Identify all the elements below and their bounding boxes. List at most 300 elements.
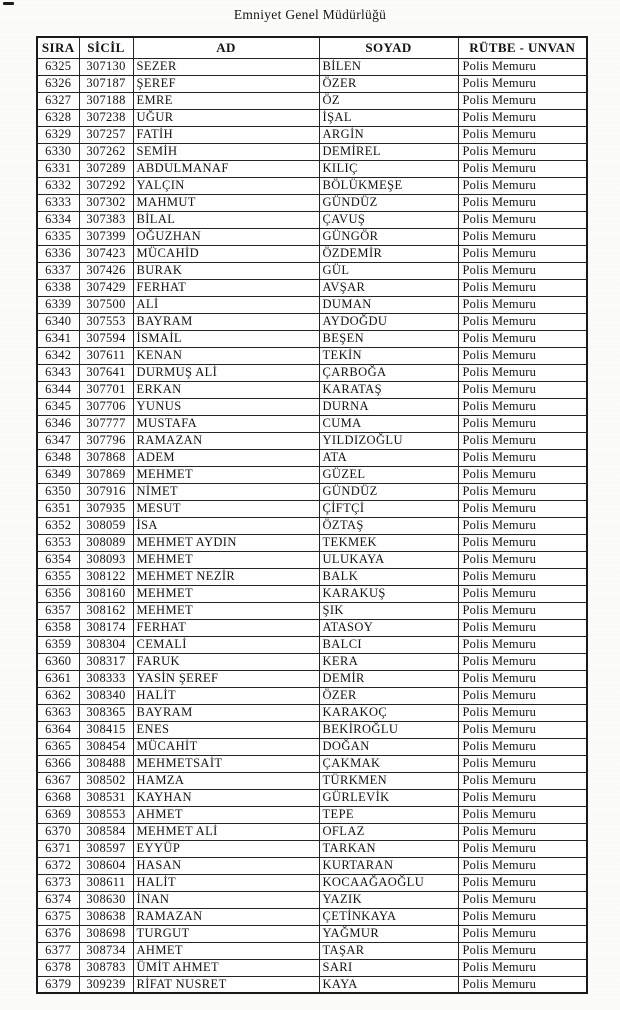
cell-rutbe: Polis Memuru — [458, 517, 587, 534]
cell-ad: RAMAZAN — [133, 432, 319, 449]
cell-sicil: 308488 — [79, 755, 133, 772]
cell-sira: 6342 — [37, 347, 79, 364]
cell-sira: 6344 — [37, 381, 79, 398]
table-row — [37, 551, 587, 568]
cell-sira: 6326 — [37, 75, 79, 92]
cell-sira: 6376 — [37, 925, 79, 942]
cell-soyad: ÖZER — [319, 75, 458, 92]
cell-sicil: 307262 — [79, 143, 133, 160]
cell-ad: TURGUT — [133, 925, 319, 942]
cell-sicil: 307935 — [79, 500, 133, 517]
cell-rutbe: Polis Memuru — [458, 126, 587, 143]
cell-sicil: 308304 — [79, 636, 133, 653]
cell-sicil: 308553 — [79, 806, 133, 823]
cell-rutbe: Polis Memuru — [458, 58, 587, 75]
cell-soyad: OFLAZ — [319, 823, 458, 840]
cell-soyad: ATASOY — [319, 619, 458, 636]
cell-soyad: KARATAŞ — [319, 381, 458, 398]
cell-rutbe: Polis Memuru — [458, 772, 587, 789]
cell-soyad: TARKAN — [319, 840, 458, 857]
cell-sira: 6374 — [37, 891, 79, 908]
cell-sira: 6349 — [37, 466, 79, 483]
cell-ad: YASİN ŞEREF — [133, 670, 319, 687]
cell-ad: HASAN — [133, 857, 319, 874]
cell-sicil: 307238 — [79, 109, 133, 126]
cell-soyad: BALK — [319, 568, 458, 585]
cell-rutbe: Polis Memuru — [458, 653, 587, 670]
cell-sicil: 307188 — [79, 92, 133, 109]
cell-sicil: 308059 — [79, 517, 133, 534]
cell-sicil: 307426 — [79, 262, 133, 279]
cell-rutbe: Polis Memuru — [458, 449, 587, 466]
cell-rutbe: Polis Memuru — [458, 874, 587, 891]
cell-sira: 6375 — [37, 908, 79, 925]
table-row — [37, 466, 587, 483]
cell-soyad: ÇARBOĞA — [319, 364, 458, 381]
cell-sicil: 307423 — [79, 245, 133, 262]
cell-sicil: 308783 — [79, 959, 133, 976]
cell-sicil: 307500 — [79, 296, 133, 313]
cell-sicil: 308630 — [79, 891, 133, 908]
table-row — [37, 228, 587, 245]
cell-ad: BURAK — [133, 262, 319, 279]
cell-ad: MEHMET — [133, 602, 319, 619]
cell-sira: 6372 — [37, 857, 79, 874]
cell-soyad: GÜNGÖR — [319, 228, 458, 245]
cell-sicil: 308122 — [79, 568, 133, 585]
cell-ad: HAMZA — [133, 772, 319, 789]
table-row — [37, 585, 587, 602]
cell-rutbe: Polis Memuru — [458, 75, 587, 92]
cell-rutbe: Polis Memuru — [458, 211, 587, 228]
cell-sicil: 307594 — [79, 330, 133, 347]
table-row — [37, 143, 587, 160]
cell-ad: RAMAZAN — [133, 908, 319, 925]
cell-sira: 6331 — [37, 160, 79, 177]
table-row — [37, 976, 587, 993]
cell-rutbe: Polis Memuru — [458, 313, 587, 330]
cell-sira: 6366 — [37, 755, 79, 772]
cell-ad: DURMUŞ ALİ — [133, 364, 319, 381]
column-header: SİCİL — [79, 37, 133, 58]
cell-ad: OĞUZHAN — [133, 228, 319, 245]
table-row — [37, 823, 587, 840]
cell-ad: İSA — [133, 517, 319, 534]
cell-soyad: ÇAKMAK — [319, 755, 458, 772]
cell-sicil: 307130 — [79, 58, 133, 75]
cell-soyad: AYDOĞDU — [319, 313, 458, 330]
cell-sicil: 307916 — [79, 483, 133, 500]
table-row — [37, 449, 587, 466]
cell-sicil: 307611 — [79, 347, 133, 364]
cell-soyad: ÖZER — [319, 687, 458, 704]
table-row — [37, 432, 587, 449]
cell-rutbe: Polis Memuru — [458, 755, 587, 772]
cell-rutbe: Polis Memuru — [458, 279, 587, 296]
cell-soyad: KURTARAN — [319, 857, 458, 874]
cell-sira: 6340 — [37, 313, 79, 330]
table-row — [37, 211, 587, 228]
cell-rutbe: Polis Memuru — [458, 347, 587, 364]
cell-ad: SEMİH — [133, 143, 319, 160]
table-row — [37, 177, 587, 194]
cell-ad: ÜMİT AHMET — [133, 959, 319, 976]
table-row — [37, 925, 587, 942]
cell-ad: MAHMUT — [133, 194, 319, 211]
cell-soyad: ÇAVUŞ — [319, 211, 458, 228]
cell-rutbe: Polis Memuru — [458, 245, 587, 262]
cell-rutbe: Polis Memuru — [458, 789, 587, 806]
table-row — [37, 279, 587, 296]
cell-soyad: GÜNDÜZ — [319, 483, 458, 500]
cell-ad: MEHMET — [133, 466, 319, 483]
cell-rutbe: Polis Memuru — [458, 194, 587, 211]
cell-sira: 6373 — [37, 874, 79, 891]
table-row — [37, 840, 587, 857]
cell-ad: FERHAT — [133, 279, 319, 296]
cell-soyad: YAĞMUR — [319, 925, 458, 942]
cell-soyad: DEMİR — [319, 670, 458, 687]
cell-sira: 6330 — [37, 143, 79, 160]
cell-sira: 6355 — [37, 568, 79, 585]
table-row — [37, 806, 587, 823]
cell-soyad: İŞAL — [319, 109, 458, 126]
cell-sira: 6345 — [37, 398, 79, 415]
cell-sicil: 308734 — [79, 942, 133, 959]
cell-ad: İNAN — [133, 891, 319, 908]
cell-rutbe: Polis Memuru — [458, 585, 587, 602]
cell-rutbe: Polis Memuru — [458, 466, 587, 483]
cell-rutbe: Polis Memuru — [458, 704, 587, 721]
cell-sicil: 308174 — [79, 619, 133, 636]
table-row — [37, 908, 587, 925]
cell-rutbe: Polis Memuru — [458, 398, 587, 415]
cell-rutbe: Polis Memuru — [458, 534, 587, 551]
cell-sira: 6334 — [37, 211, 79, 228]
cell-ad: ERKAN — [133, 381, 319, 398]
table-row — [37, 534, 587, 551]
cell-ad: AHMET — [133, 942, 319, 959]
cell-soyad: YILDIZOĞLU — [319, 432, 458, 449]
cell-ad: RİFAT NUSRET — [133, 976, 319, 993]
cell-rutbe: Polis Memuru — [458, 330, 587, 347]
table-row — [37, 245, 587, 262]
cell-rutbe: Polis Memuru — [458, 636, 587, 653]
table-row — [37, 619, 587, 636]
cell-rutbe: Polis Memuru — [458, 857, 587, 874]
cell-ad: ABDULMANAF — [133, 160, 319, 177]
cell-rutbe: Polis Memuru — [458, 806, 587, 823]
cell-ad: ADEM — [133, 449, 319, 466]
cell-ad: MEHMET — [133, 585, 319, 602]
cell-sira: 6329 — [37, 126, 79, 143]
table-row — [37, 398, 587, 415]
cell-rutbe: Polis Memuru — [458, 177, 587, 194]
cell-soyad: ÖZDEMİR — [319, 245, 458, 262]
cell-rutbe: Polis Memuru — [458, 925, 587, 942]
table-row — [37, 415, 587, 432]
cell-soyad: GÜRLEVİK — [319, 789, 458, 806]
cell-soyad: ÇETİNKAYA — [319, 908, 458, 925]
table-row — [37, 500, 587, 517]
cell-sira: 6328 — [37, 109, 79, 126]
cell-sira: 6343 — [37, 364, 79, 381]
cell-sira: 6357 — [37, 602, 79, 619]
cell-soyad: DEMİREL — [319, 143, 458, 160]
cell-ad: MUSTAFA — [133, 415, 319, 432]
cell-rutbe: Polis Memuru — [458, 432, 587, 449]
cell-sicil: 308611 — [79, 874, 133, 891]
cell-sicil: 307553 — [79, 313, 133, 330]
cell-rutbe: Polis Memuru — [458, 415, 587, 432]
column-header: SIRA — [37, 37, 79, 58]
cell-sicil: 308089 — [79, 534, 133, 551]
table-row — [37, 262, 587, 279]
table-row — [37, 517, 587, 534]
personnel-table — [36, 36, 588, 994]
cell-sira: 6378 — [37, 959, 79, 976]
cell-sira: 6365 — [37, 738, 79, 755]
cell-sira: 6377 — [37, 942, 79, 959]
table-header-row — [37, 37, 587, 58]
cell-sira: 6361 — [37, 670, 79, 687]
cell-rutbe: Polis Memuru — [458, 942, 587, 959]
cell-sira: 6335 — [37, 228, 79, 245]
cell-sicil: 307399 — [79, 228, 133, 245]
cell-soyad: GÜNDÜZ — [319, 194, 458, 211]
cell-ad: EYYÜP — [133, 840, 319, 857]
cell-sicil: 308584 — [79, 823, 133, 840]
cell-sicil: 307796 — [79, 432, 133, 449]
cell-rutbe: Polis Memuru — [458, 908, 587, 925]
cell-ad: MÜCAHİD — [133, 245, 319, 262]
cell-soyad: KARAKUŞ — [319, 585, 458, 602]
cell-rutbe: Polis Memuru — [458, 551, 587, 568]
cell-rutbe: Polis Memuru — [458, 160, 587, 177]
table-row — [37, 704, 587, 721]
cell-sira: 6325 — [37, 58, 79, 75]
page-title: Emniyet Genel Müdürlüğü — [233, 7, 387, 22]
table-row — [37, 75, 587, 92]
cell-sicil: 307429 — [79, 279, 133, 296]
cell-sira: 6358 — [37, 619, 79, 636]
cell-rutbe: Polis Memuru — [458, 483, 587, 500]
cell-ad: HALİT — [133, 687, 319, 704]
cell-soyad: DUMAN — [319, 296, 458, 313]
cell-rutbe: Polis Memuru — [458, 687, 587, 704]
cell-soyad: KAYA — [319, 976, 458, 993]
cell-soyad: BEŞEN — [319, 330, 458, 347]
cell-ad: MÜCAHİT — [133, 738, 319, 755]
cell-sira: 6336 — [37, 245, 79, 262]
table-row — [37, 483, 587, 500]
scan-artifact-mark — [3, 2, 14, 5]
table-row — [37, 755, 587, 772]
cell-rutbe: Polis Memuru — [458, 500, 587, 517]
cell-sicil: 307777 — [79, 415, 133, 432]
cell-ad: AHMET — [133, 806, 319, 823]
table-row — [37, 58, 587, 75]
cell-ad: BAYRAM — [133, 313, 319, 330]
cell-ad: SEZER — [133, 58, 319, 75]
cell-sicil: 307869 — [79, 466, 133, 483]
table-row — [37, 857, 587, 874]
cell-soyad: BEKİROĞLU — [319, 721, 458, 738]
cell-sicil: 307868 — [79, 449, 133, 466]
cell-soyad: ARGİN — [319, 126, 458, 143]
cell-sicil: 307302 — [79, 194, 133, 211]
cell-sira: 6363 — [37, 704, 79, 721]
table-row — [37, 364, 587, 381]
cell-ad: MEHMET NEZİR — [133, 568, 319, 585]
cell-ad: MESUT — [133, 500, 319, 517]
cell-sira: 6339 — [37, 296, 79, 313]
cell-sicil: 308454 — [79, 738, 133, 755]
cell-sira: 6348 — [37, 449, 79, 466]
table-row — [37, 670, 587, 687]
cell-rutbe: Polis Memuru — [458, 568, 587, 585]
table-row — [37, 296, 587, 313]
cell-soyad: SARI — [319, 959, 458, 976]
table-row — [37, 942, 587, 959]
cell-ad: FATİH — [133, 126, 319, 143]
cell-soyad: KERA — [319, 653, 458, 670]
cell-ad: MEHMETSAİT — [133, 755, 319, 772]
cell-sira: 6369 — [37, 806, 79, 823]
cell-sira: 6370 — [37, 823, 79, 840]
cell-sira: 6379 — [37, 976, 79, 993]
cell-rutbe: Polis Memuru — [458, 840, 587, 857]
table-row — [37, 313, 587, 330]
column-header: RÜTBE - UNVAN — [458, 37, 587, 58]
cell-sicil: 307383 — [79, 211, 133, 228]
cell-ad: MEHMET ALİ — [133, 823, 319, 840]
cell-ad: YUNUS — [133, 398, 319, 415]
cell-soyad: TÜRKMEN — [319, 772, 458, 789]
cell-rutbe: Polis Memuru — [458, 262, 587, 279]
cell-sicil: 308162 — [79, 602, 133, 619]
cell-ad: FERHAT — [133, 619, 319, 636]
cell-sicil: 308365 — [79, 704, 133, 721]
cell-ad: ENES — [133, 721, 319, 738]
cell-rutbe: Polis Memuru — [458, 976, 587, 993]
cell-rutbe: Polis Memuru — [458, 721, 587, 738]
cell-sira: 6371 — [37, 840, 79, 857]
cell-sira: 6364 — [37, 721, 79, 738]
cell-soyad: AVŞAR — [319, 279, 458, 296]
cell-soyad: TEKİN — [319, 347, 458, 364]
cell-ad: ALİ — [133, 296, 319, 313]
cell-sira: 6341 — [37, 330, 79, 347]
cell-rutbe: Polis Memuru — [458, 296, 587, 313]
cell-soyad: BİLEN — [319, 58, 458, 75]
cell-soyad: CUMA — [319, 415, 458, 432]
cell-rutbe: Polis Memuru — [458, 670, 587, 687]
cell-sicil: 308340 — [79, 687, 133, 704]
cell-soyad: TEPE — [319, 806, 458, 823]
cell-sira: 6350 — [37, 483, 79, 500]
cell-ad: ŞEREF — [133, 75, 319, 92]
cell-ad: MEHMET AYDIN — [133, 534, 319, 551]
cell-rutbe: Polis Memuru — [458, 823, 587, 840]
table-row — [37, 330, 587, 347]
table-row — [37, 874, 587, 891]
cell-sira: 6354 — [37, 551, 79, 568]
column-header: SOYAD — [319, 37, 458, 58]
cell-sicil: 308415 — [79, 721, 133, 738]
table-body — [37, 58, 587, 993]
table-row — [37, 347, 587, 364]
cell-sira: 6356 — [37, 585, 79, 602]
table-row — [37, 194, 587, 211]
cell-rutbe: Polis Memuru — [458, 602, 587, 619]
cell-sira: 6367 — [37, 772, 79, 789]
cell-sicil: 308531 — [79, 789, 133, 806]
cell-rutbe: Polis Memuru — [458, 364, 587, 381]
cell-sira: 6351 — [37, 500, 79, 517]
cell-rutbe: Polis Memuru — [458, 109, 587, 126]
cell-ad: HALİT — [133, 874, 319, 891]
table-row — [37, 568, 587, 585]
cell-sicil: 307289 — [79, 160, 133, 177]
cell-sicil: 308502 — [79, 772, 133, 789]
cell-soyad: YAZIK — [319, 891, 458, 908]
table-row — [37, 653, 587, 670]
table-row — [37, 160, 587, 177]
cell-soyad: ÖZ — [319, 92, 458, 109]
cell-soyad: ATA — [319, 449, 458, 466]
table-row — [37, 721, 587, 738]
cell-sicil: 307701 — [79, 381, 133, 398]
cell-sira: 6333 — [37, 194, 79, 211]
table-row — [37, 687, 587, 704]
cell-sicil: 307706 — [79, 398, 133, 415]
cell-soyad: KOCAAĞAOĞLU — [319, 874, 458, 891]
cell-rutbe: Polis Memuru — [458, 143, 587, 160]
cell-ad: FARUK — [133, 653, 319, 670]
cell-sicil: 307257 — [79, 126, 133, 143]
cell-sira: 6368 — [37, 789, 79, 806]
cell-sira: 6337 — [37, 262, 79, 279]
cell-rutbe: Polis Memuru — [458, 92, 587, 109]
cell-rutbe: Polis Memuru — [458, 619, 587, 636]
cell-sira: 6327 — [37, 92, 79, 109]
cell-sira: 6360 — [37, 653, 79, 670]
cell-rutbe: Polis Memuru — [458, 738, 587, 755]
cell-soyad: DURNA — [319, 398, 458, 415]
cell-sicil: 309239 — [79, 976, 133, 993]
cell-sira: 6332 — [37, 177, 79, 194]
cell-soyad: TEKMEK — [319, 534, 458, 551]
cell-sicil: 308638 — [79, 908, 133, 925]
table-row — [37, 772, 587, 789]
table-row — [37, 891, 587, 908]
cell-ad: KAYHAN — [133, 789, 319, 806]
cell-sicil: 308160 — [79, 585, 133, 602]
cell-soyad: KARAKOÇ — [319, 704, 458, 721]
cell-sicil: 308604 — [79, 857, 133, 874]
table-row — [37, 738, 587, 755]
cell-rutbe: Polis Memuru — [458, 228, 587, 245]
cell-sira: 6346 — [37, 415, 79, 432]
cell-soyad: ŞIK — [319, 602, 458, 619]
table-row — [37, 602, 587, 619]
cell-sira: 6362 — [37, 687, 79, 704]
cell-ad: MEHMET — [133, 551, 319, 568]
cell-sicil: 308698 — [79, 925, 133, 942]
cell-ad: UĞUR — [133, 109, 319, 126]
cell-ad: NİMET — [133, 483, 319, 500]
